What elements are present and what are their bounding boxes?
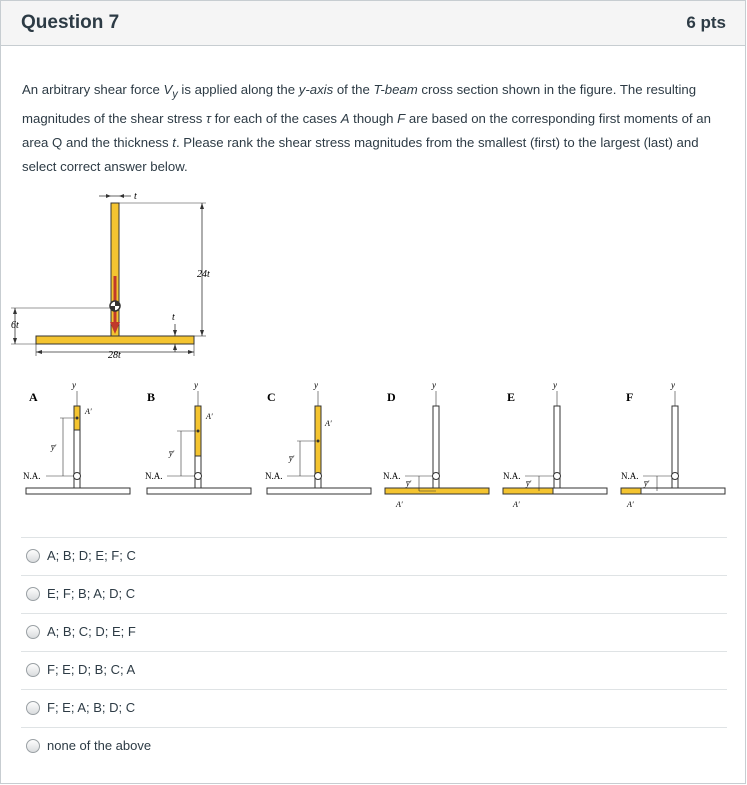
dim-6t: 6t	[11, 320, 19, 331]
a-prime-label: A′	[396, 500, 403, 509]
na-label: N.A.	[621, 471, 639, 481]
answer-option[interactable]	[21, 727, 727, 765]
t-beam-figure	[1, 186, 747, 516]
text-fragment: though	[349, 110, 398, 126]
y-axis-term: y-axis	[298, 82, 334, 97]
case-a-term: A	[340, 110, 350, 126]
thickness-term: t	[172, 134, 176, 150]
answer-option[interactable]	[21, 613, 727, 651]
ybar-label: y̅′	[289, 454, 295, 463]
text-fragment: An arbitrary shear force	[22, 82, 164, 97]
a-prime-label: A′	[325, 419, 332, 428]
y-axis-label: y	[314, 380, 318, 390]
dim-28t: 28t	[108, 350, 121, 361]
case-d-label: D	[387, 390, 396, 404]
y-axis-label: y	[432, 380, 436, 390]
answer-label[interactable]: none of the above	[47, 738, 152, 753]
dim-t-flange: t	[172, 312, 175, 323]
ybar-label: y̅′	[169, 449, 175, 458]
a-prime-label: A′	[627, 500, 634, 509]
answer-option[interactable]	[21, 537, 727, 575]
a-prime-label: A′	[513, 500, 520, 509]
dim-t-top: t	[134, 191, 137, 202]
case-a-label: A	[29, 390, 38, 404]
question-text	[22, 78, 730, 179]
answer-label[interactable]: F; E; A; B; D; C	[47, 700, 136, 715]
case-f-term: F	[397, 110, 406, 126]
a-prime-label: A′	[85, 407, 92, 416]
text-fragment: cross section shown in the figure. The resulting magnitudes of the shear stress	[22, 82, 697, 126]
question-points: 6 pts	[686, 13, 726, 32]
y-axis-label: y	[194, 380, 198, 390]
tau-symbol: τ	[206, 110, 211, 126]
answer-label[interactable]: A; B; C; D; E; F	[47, 624, 136, 639]
main-t-beam	[11, 191, 210, 361]
case-c-label: C	[267, 390, 276, 404]
ybar-label: y̅′	[406, 479, 412, 488]
y-axis-label: y	[72, 380, 76, 390]
case-f-diagram	[621, 380, 725, 509]
text-fragment: . Please rank the shear stress magnitudes from the smallest (first) to the largest (last) and select correct answer below.	[22, 134, 699, 174]
text-fragment: is applied along the	[177, 82, 299, 97]
text-fragment: for each of the cases	[210, 110, 341, 126]
na-label: N.A.	[383, 471, 401, 481]
case-f-label: F	[626, 390, 634, 404]
a-prime-label: A′	[206, 412, 213, 421]
t-beam-term: T-beam	[373, 82, 418, 97]
text-fragment: of the	[333, 82, 374, 97]
question-title: Question 7	[21, 12, 120, 33]
ybar-label: y̅′	[526, 479, 532, 488]
radio-button[interactable]	[26, 701, 40, 715]
radio-button[interactable]	[26, 625, 40, 639]
case-e-label: E	[507, 390, 516, 404]
case-c-diagram	[265, 380, 371, 494]
radio-button[interactable]	[26, 739, 40, 753]
ybar-label: y̅′	[644, 479, 650, 488]
ybar-label: y̅′	[51, 443, 57, 452]
na-label: N.A.	[265, 471, 283, 481]
na-label: N.A.	[145, 471, 163, 481]
radio-button[interactable]	[26, 663, 40, 677]
shear-force-symbol: V	[163, 82, 173, 97]
na-label: N.A.	[503, 471, 521, 481]
answer-option[interactable]	[21, 575, 727, 613]
na-label: N.A.	[23, 471, 41, 481]
answer-label[interactable]: F; E; D; B; C; A	[47, 662, 136, 677]
radio-button[interactable]	[26, 587, 40, 601]
y-axis-label: y	[671, 380, 675, 390]
text-fragment: are based on the corresponding first moments of an area Q and the thickness	[22, 110, 711, 150]
dim-24t: 24t	[197, 269, 210, 280]
radio-button[interactable]	[26, 549, 40, 563]
answer-label[interactable]: E; F; B; A; D; C	[47, 586, 136, 601]
case-b-diagram	[145, 380, 251, 494]
case-d-diagram	[383, 380, 489, 509]
case-e-diagram	[503, 380, 607, 509]
case-a-diagram	[23, 380, 130, 494]
answer-label[interactable]: A; B; D; E; F; C	[47, 548, 136, 563]
shear-force-subscript: y	[172, 88, 178, 101]
answer-option[interactable]	[21, 689, 727, 727]
y-axis-label: y	[553, 380, 557, 390]
answer-option[interactable]	[21, 651, 727, 689]
question-header	[1, 1, 745, 46]
case-b-label: B	[147, 390, 156, 404]
answer-list	[21, 537, 727, 765]
